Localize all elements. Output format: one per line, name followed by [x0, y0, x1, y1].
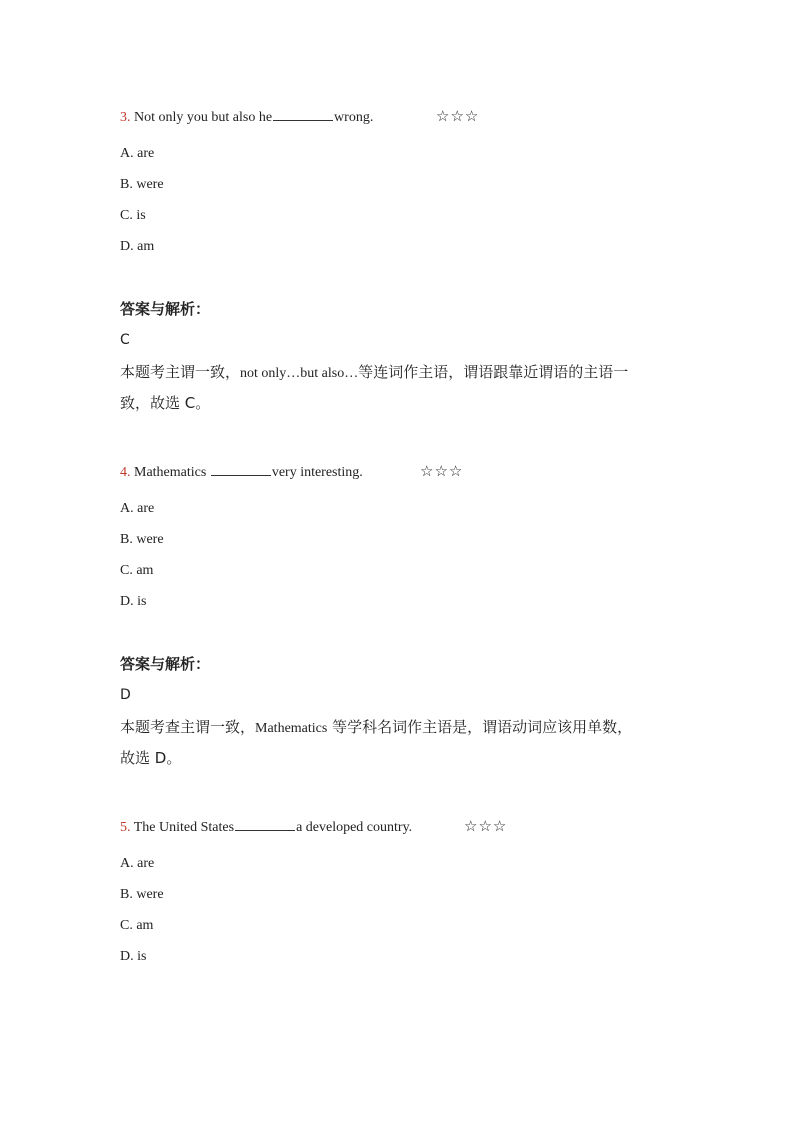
- answer-blank: [211, 463, 271, 476]
- explanation-text: 等连词作主语，谓语跟靠近谓语的主语一: [358, 363, 629, 381]
- explanation-line-1: [120, 362, 628, 384]
- difficulty-stars-icon: ☆☆☆: [420, 462, 464, 480]
- difficulty-stars-icon: ☆☆☆: [436, 107, 480, 125]
- option-b: B. were: [120, 177, 164, 192]
- option-a: A. are: [120, 501, 155, 516]
- difficulty-stars-icon: ☆☆☆: [464, 817, 508, 835]
- option-c: C. am: [120, 563, 154, 578]
- question-text-before: Not only you but also he: [134, 110, 273, 125]
- question-text-after: wrong.: [334, 110, 374, 125]
- option-c: C. is: [120, 208, 146, 223]
- option-d: D. am: [120, 239, 155, 254]
- question-text-before: Mathematics: [134, 465, 207, 480]
- explanation-text: 等学科名词作主语是，谓语动词应该用单数，: [332, 718, 633, 736]
- answer-letter: C: [120, 332, 130, 348]
- question-number: 5.: [120, 820, 131, 835]
- option-a: A. are: [120, 856, 155, 871]
- answer-blank: [235, 818, 295, 831]
- explanation-term: Mathematics: [255, 721, 328, 736]
- answer-heading: 答案与解析：: [120, 300, 211, 318]
- option-d: D. is: [120, 594, 147, 609]
- question-text-before: The United States: [133, 820, 235, 835]
- question-3-stem: [120, 108, 373, 127]
- explanation-line-1: [120, 717, 632, 739]
- question-text-after: very interesting.: [271, 465, 363, 480]
- option-d: D. is: [120, 949, 147, 964]
- question-4-stem: [120, 463, 363, 482]
- question-number: 3.: [120, 110, 131, 125]
- question-text-after: a developed country.: [296, 820, 413, 835]
- option-b: B. were: [120, 532, 164, 547]
- question-5-stem: [120, 818, 412, 837]
- explanation-line-2: 故选 D。: [120, 749, 182, 767]
- option-a: A. are: [120, 146, 155, 161]
- question-number: 4.: [120, 465, 131, 480]
- option-c: C. am: [120, 918, 154, 933]
- explanation-term: not only…but also…: [240, 366, 359, 381]
- answer-heading: 答案与解析：: [120, 655, 211, 673]
- explanation-text: 本题考主谓一致，: [120, 363, 241, 381]
- explanation-line-2: 致，故选 C。: [120, 394, 211, 412]
- answer-letter: D: [120, 687, 131, 703]
- explanation-text: 本题考查主谓一致，: [120, 718, 256, 736]
- option-b: B. were: [120, 887, 164, 902]
- answer-blank: [273, 108, 333, 121]
